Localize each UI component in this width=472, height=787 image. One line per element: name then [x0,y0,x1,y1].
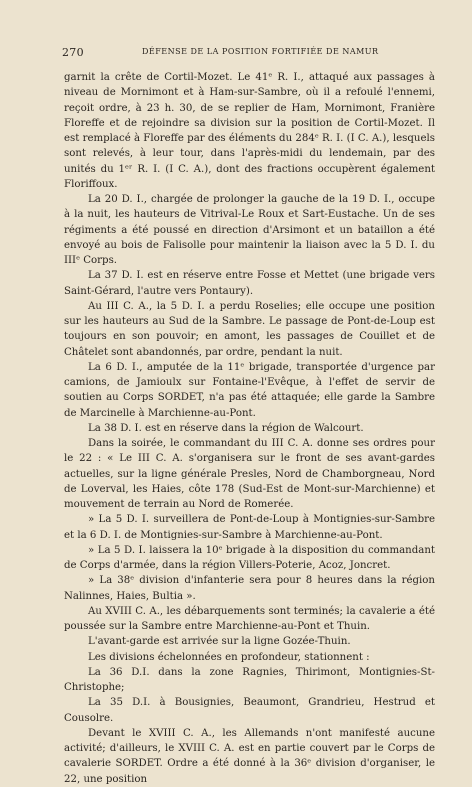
paragraph: Au XVIII C. A., les débarquements sont terminés; la cavalerie a été poussée sur la Sambre entre Marchienne-au-Pont et Thuin. [64,605,435,632]
paragraph: » La 5 D. I. laissera la 10ᵉ brigade à la disposition du commandant de Corps d'armée, dans la région Villers-Poterie, Acoz, Joncret. [64,544,435,571]
paragraph: garnit la crête de Cortil-Mozet. Le 41ᵉ R. I., attaqué aux passages à niveau de Mornimont et à Ham-sur-Sambre, où il a refoulé l'ennemi, reçoit ordre, à 23 h. 30, de se replier de Ham, Mornimont, Franière Floreffe et de rejoindre sa division sur la position de Cortil-Mozet. Il est remplacé à Floreffe par des éléments du 284ᵉ R. I. (I C. A.), lesquels sont relevés, à leur tour, dans l'après-midi du lendemain, par des unités du 1ᵉʳ R. I. (I C. A.), dont des fractions occupèrent également Floriffoux. [64,72,435,190]
paragraph: » La 38ᵉ division d'infanterie sera pour 8 heures dans la région Nalinnes, Haies, Bultia ». [64,575,435,602]
paragraph: La 37 D. I. est en réserve entre Fosse et Mettet (une brigade vers Saint-Gérard, l'autre vers Pontaury). [64,270,435,297]
paragraph: Au III C. A., la 5 D. I. a perdu Roselies; elle occupe une position sur les hauteurs au Sud de la Sambre. Le passage de Pont-de-Loup est toujours en son pouvoir; en amont, les passages de Couillet et de Châtelet sont abandonnés, par ordre, pendant la nuit. [64,300,435,358]
body-text [64,70,435,787]
page-header [62,46,430,60]
paragraph: Les divisions échelonnées en profondeur, stationnent : [88,651,370,663]
paragraph: La 38 D. I. est en réserve dans la région de Walcourt. [88,422,364,434]
paragraph: La 6 D. I., amputée de la 11ᵉ brigade, transportée d'urgence par camions, de Jamioulx sur Fontaine-l'Evêque, à l'effet de servir de soutien au Corps SORDET, n'a pas été attaquée; elle garde la Sambre de Marcinelle à Marchienne-au-Pont. [64,361,435,419]
paragraph: La 36 D.I. dans la zone Ragnies, Thirimont, Montignies-St-Christophe; [64,666,435,693]
paragraph: La 35 D.I. à Bousignies, Beaumont, Grandrieu, Hestrud et Cousolre. [64,697,435,724]
page-number: 270 [62,46,84,59]
paragraph: La 20 D. I., chargée de prolonger la gauche de la 19 D. I., occupe à la nuit, les hauteurs de Vitrival-Le Roux et Sart-Eustache. Un de ses régiments a été poussé en direction d'Arsimont et un bataillon a été envoyé au bois de Falisolle pour maintenir la liaison avec la 5 D. I. du IIIᵉ Corps. [64,194,435,266]
paragraph: Dans la soirée, le commandant du III C. A. donne ses ordres pour le 22 : « Le III C. A. s'organisera sur le front de ses avant-gardes actuelles, sur la ligne générale Presles, Nord de Chamborgneau, Nord de Loverval, les Haies, côte 178 (Sud-Est de Mont-sur-Marchienne) et mouvement de terrain au Nord de Romerée. [64,438,435,510]
paragraph: Devant le XVIII C. A., les Allemands n'ont manifesté aucune activité; d'ailleurs, le XVIII C. A. est en partie couvert par le Corps de cavalerie SORDET. Ordre a été donné à la 36ᵉ division d'organiser, le 22, une position [64,727,435,785]
paragraph: L'avant-garde est arrivée sur la ligne Gozée-Thuin. [88,636,351,648]
paragraph: » La 5 D. I. surveillera de Pont-de-Loup à Montignies-sur-Sambre et la 6 D. I. de Montignies-sur-Sambre à Marchienne-au-Pont. [64,514,435,541]
running-title: DÉFENSE DE LA POSITION FORTIFIÉE DE NAMUR [142,47,379,56]
